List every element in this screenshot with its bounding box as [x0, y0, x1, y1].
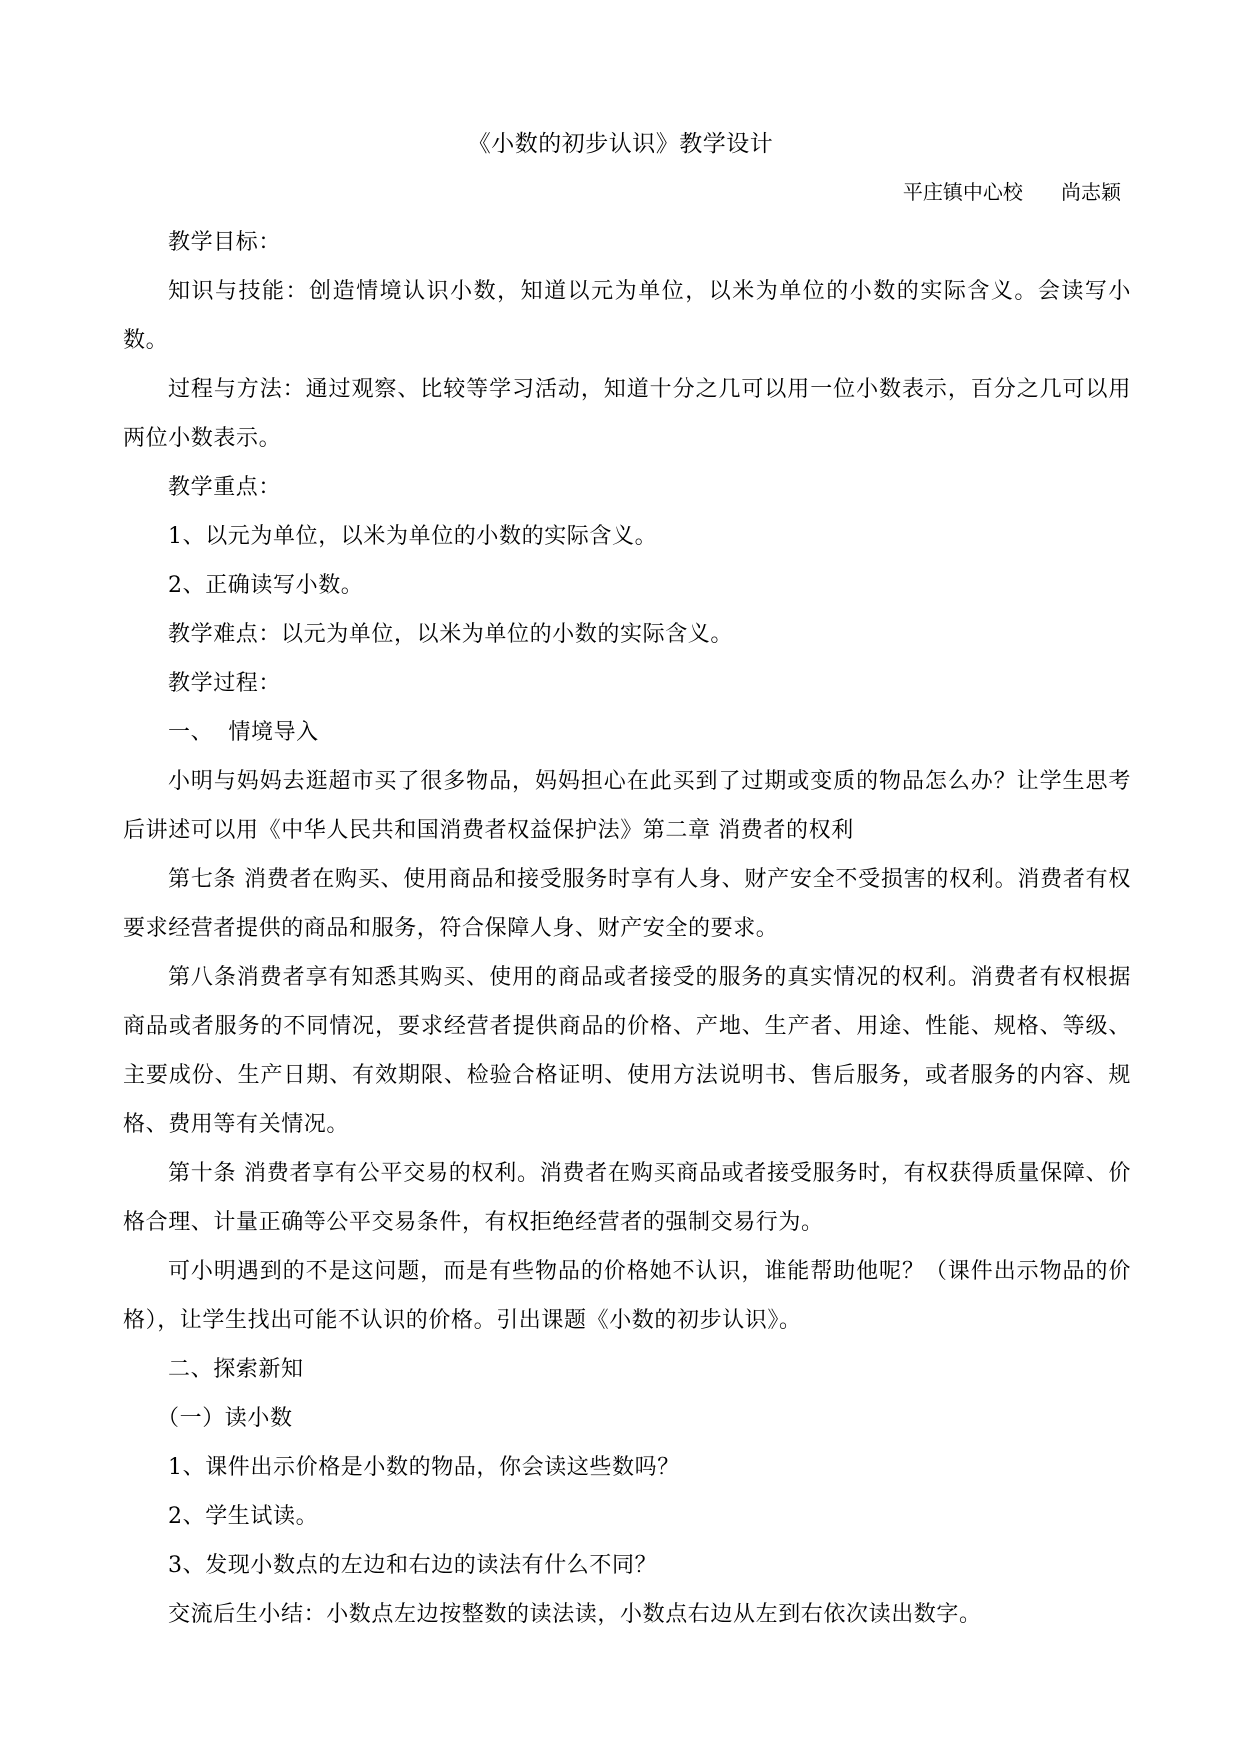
document-title: 《小数的初步认识》教学设计 — [467, 131, 774, 157]
list-item: 3、发现小数点的左边和右边的读法有什么不同？ — [168, 1553, 658, 1578]
paragraph-knowledge-skills: 知识与技能：创造情境认识小数，知道以元为单位，以米为单位的小数的实际含义。会读写小数。 — [123, 279, 1131, 353]
section-heading-explore: 二、探索新知 — [168, 1357, 304, 1382]
paragraph-process-method: 过程与方法：通过观察、比较等学习活动，知道十分之几可以用一位小数表示，百分之几可以用两位小数表示。 — [123, 377, 1131, 451]
author-line: 平庄镇中心校 尚志颖 — [902, 180, 1121, 204]
list-item: 2、学生试读。 — [168, 1504, 319, 1529]
heading-teaching-process: 教学过程： — [168, 671, 282, 696]
paragraph-scenario: 小明与妈妈去逛超市买了很多物品，妈妈担心在此买到了过期或变质的物品怎么办？让学生思考后讲述可以用《中华人民共和国消费者权益保护法》第二章 消费者的权利 — [123, 769, 1131, 843]
paragraph-article-7: 第七条 消费者在购买、使用商品和接受服务时享有人身、财产安全不受损害的权利。消费者有权要求经营者提供的商品和服务，符合保障人身、财产安全的要求。 — [123, 867, 1131, 941]
list-item: 1、以元为单位，以米为单位的小数的实际含义。 — [168, 524, 658, 549]
list-item: 1、课件出示价格是小数的物品，你会读这些数吗？ — [168, 1455, 680, 1480]
document-body — [123, 218, 1131, 1639]
paragraph-article-8: 第八条消费者享有知悉其购买、使用的商品或者接受的服务的真实情况的权利。消费者有权根据商品或者服务的不同情况，要求经营者提供商品的价格、产地、生产者、用途、性能、规格、等级、主要成份、生产日期、有效期限、检验合格证明、使用方法说明书、售后服务，或者服务的内容、规格、费用等有关情况。 — [123, 965, 1131, 1137]
heading-key-points: 教学重点： — [168, 475, 282, 500]
paragraph-summary: 交流后生小结：小数点左边按整数的读法读，小数点右边从左到右依次读出数字。 — [168, 1602, 982, 1627]
list-item: 2、正确读写小数。 — [168, 573, 364, 598]
paragraph-difficulty: 教学难点：以元为单位，以米为单位的小数的实际含义。 — [168, 622, 734, 647]
paragraph-article-10: 第十条 消费者享有公平交易的权利。消费者在购买商品或者接受服务时，有权获得质量保障、价格合理、计量正确等公平交易条件，有权拒绝经营者的强制交易行为。 — [123, 1161, 1131, 1235]
heading-teaching-goals: 教学目标： — [168, 230, 282, 255]
subsection-heading-read-decimals: （一）读小数 — [157, 1406, 293, 1431]
section-heading-intro: 一、 情境导入 — [168, 720, 319, 745]
paragraph-lead-in: 可小明遇到的不是这问题，而是有些物品的价格她不认识，谁能帮助他呢？（课件出示物品的价格），让学生找出可能不认识的价格。引出课题《小数的初步认识》。 — [123, 1259, 1131, 1333]
